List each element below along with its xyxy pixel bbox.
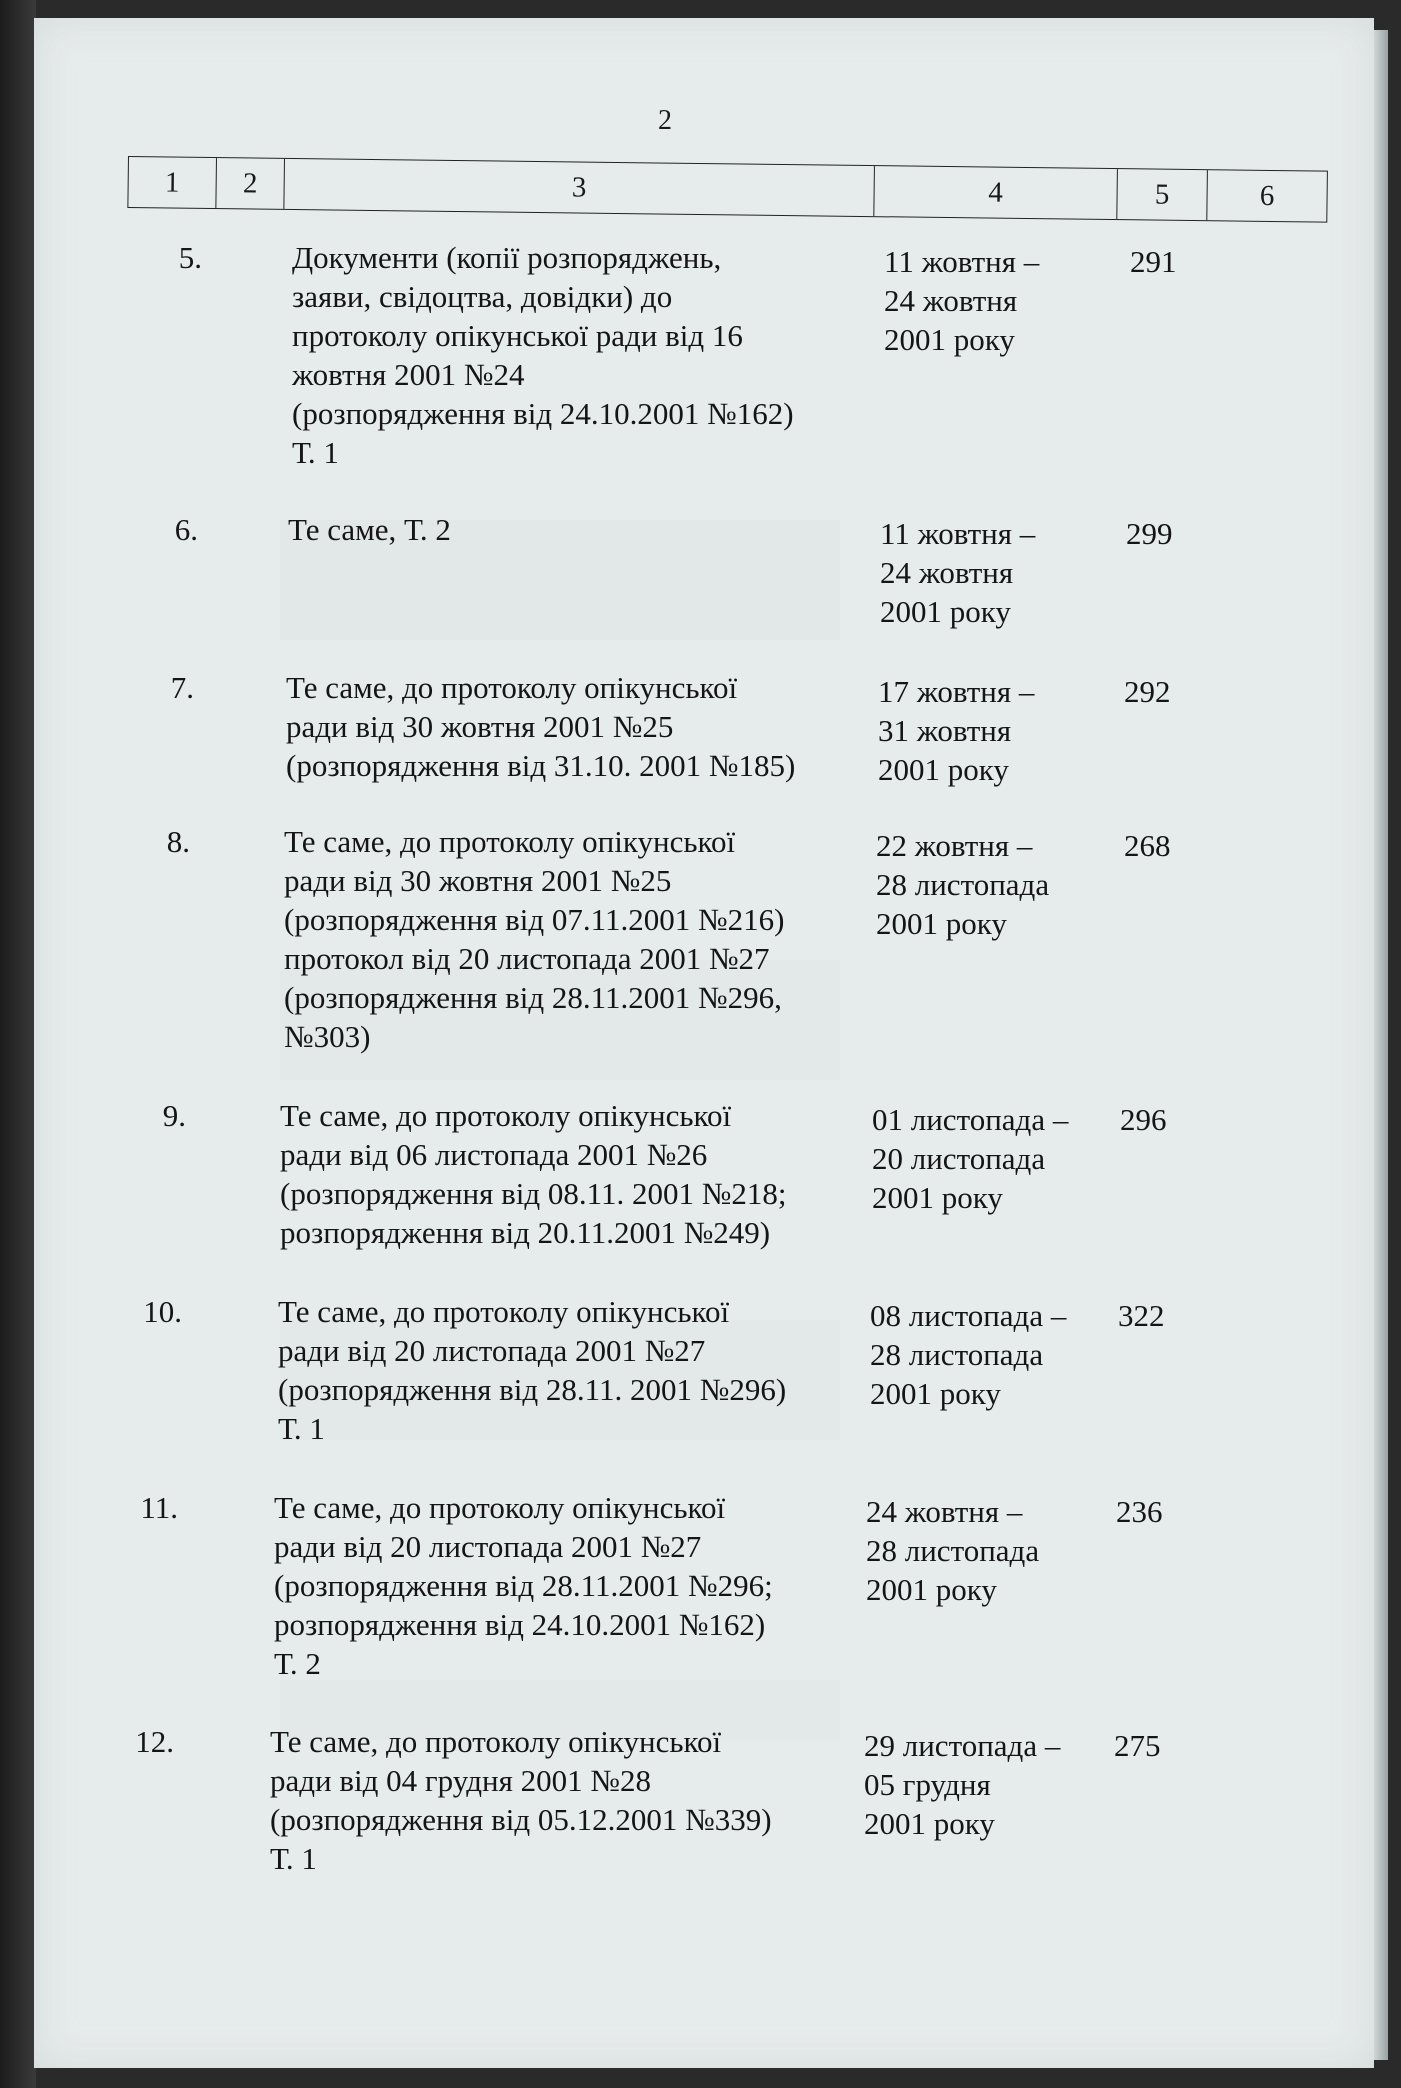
entry-dates: 11 жовтня – 24 жовтня 2001 року: [884, 244, 1040, 357]
entry-pages: 275: [1114, 1728, 1161, 1763]
entry-pages: 268: [1124, 828, 1171, 863]
entry-pages: 236: [1116, 1494, 1163, 1529]
entry-number: 6.: [174, 512, 198, 547]
header-col-1: 1: [128, 157, 217, 208]
entry-dates: 08 листопада – 28 листопада 2001 року: [870, 1298, 1067, 1411]
entry-description: Те саме, Т. 2: [288, 512, 451, 547]
entry-number: 9.: [162, 1098, 186, 1133]
entry-pages: 296: [1120, 1102, 1167, 1137]
entry-pages: 291: [1130, 244, 1177, 279]
header-col-2: 2: [216, 158, 285, 209]
entry-number: 12.: [135, 1724, 174, 1759]
entry-pages: 299: [1126, 516, 1173, 551]
entry-number: 5.: [178, 240, 202, 275]
entry-description: Те саме, до протоколу опікунської ради від 30 жовтня 2001 №25 (розпорядження від 31.10. 2001 №185): [286, 670, 796, 783]
header-col-5: 5: [1117, 169, 1208, 220]
entry-number: 8.: [166, 824, 190, 859]
entry-description: Те саме, до протоколу опікунської ради від 30 жовтня 2001 №25 (розпорядження від 07.11.2001 №216) протокол від 20 листопада 2001 №27 (розпорядження від 28.11.2001 №296, №303): [284, 824, 785, 1054]
entry-description: Документи (копії розпоряджень, заяви, свідоцтва, довідки) до протоколу опікунської ради від 16 жовтня 2001 №24 (розпорядження від 24.10.2001 №162) Т. 1: [292, 240, 794, 470]
entry-description: Те саме, до протоколу опікунської ради від 06 листопада 2001 №26 (розпорядження від 08.11. 2001 №218; розпорядження від 20.11.2001 №249): [280, 1098, 787, 1250]
entry-number: 11.: [140, 1490, 178, 1525]
entry-dates: 01 листопада – 20 листопада 2001 року: [872, 1102, 1069, 1215]
entry-description: Те саме, до протоколу опікунської ради від 04 грудня 2001 №28 (розпорядження від 05.12.2001 №339) Т. 1: [270, 1724, 772, 1876]
entry-pages: 322: [1118, 1298, 1165, 1333]
entry-description: Те саме, до протоколу опікунської ради від 20 листопада 2001 №27 (розпорядження від 28.11.2001 №296; розпорядження від 24.10.2001 №162) Т. 2: [274, 1490, 773, 1681]
header-col-3: 3: [284, 159, 875, 216]
header-col-6: 6: [1259, 179, 1275, 212]
entry-number: 10.: [143, 1294, 182, 1329]
entry-pages: 292: [1124, 674, 1171, 709]
entry-number: 7.: [170, 670, 194, 705]
entry-dates: 17 жовтня – 31 жовтня 2001 року: [878, 674, 1035, 787]
header-col-4: 4: [874, 166, 1118, 219]
entry-dates: 24 жовтня – 28 листопада 2001 року: [866, 1494, 1040, 1607]
entry-dates: 11 жовтня – 24 жовтня 2001 року: [880, 516, 1036, 629]
entry-description: Те саме, до протоколу опікунської ради від 20 листопада 2001 №27 (розпорядження від 28.11. 2001 №296) Т. 1: [278, 1294, 787, 1446]
entry-dates: 22 жовтня – 28 листопада 2001 року: [876, 828, 1050, 941]
page-number: 2: [658, 105, 672, 136]
entry-dates: 29 листопада – 05 грудня 2001 року: [864, 1728, 1061, 1841]
